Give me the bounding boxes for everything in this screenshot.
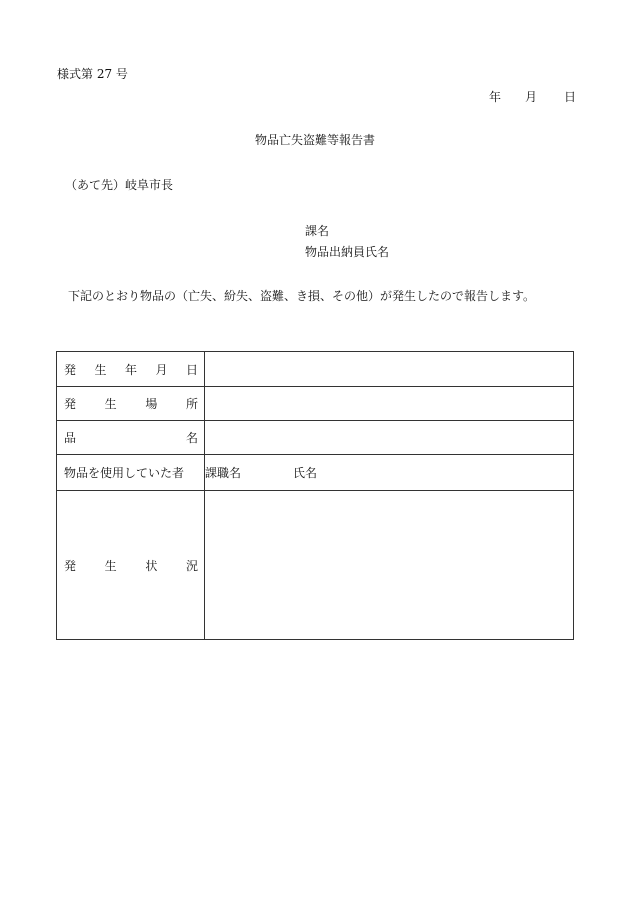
addressee: （あて先）岐阜市長 xyxy=(65,178,174,192)
table-row-occurrence-place xyxy=(57,387,574,421)
user-title-label: 課職名 xyxy=(205,466,242,480)
form-number: 様式第 27 号 xyxy=(57,67,128,81)
officer-name-label: 物品出納員氏名 xyxy=(305,245,390,259)
user-field[interactable] xyxy=(205,455,574,491)
situation-label xyxy=(57,491,205,640)
table-row-occurrence-date xyxy=(57,352,574,387)
user-name-label: 氏名 xyxy=(293,466,318,480)
label-char: 名 xyxy=(185,431,198,445)
label-char: 発 xyxy=(64,397,77,411)
date-year-label: 年 xyxy=(489,90,502,104)
table-row-item-name xyxy=(57,421,574,455)
label-char: 生 xyxy=(104,397,117,411)
item-name-field[interactable] xyxy=(205,421,574,455)
label-char: 年 xyxy=(124,362,137,377)
occurrence-place-field[interactable] xyxy=(205,387,574,421)
label-char: 発 xyxy=(64,362,77,377)
report-table xyxy=(56,351,574,640)
date-month-label: 月 xyxy=(525,90,538,104)
label-char: 況 xyxy=(185,558,198,573)
situation-field[interactable] xyxy=(205,491,574,640)
occurrence-place-label xyxy=(57,387,205,421)
date-day-label: 日 xyxy=(564,90,577,104)
label-char: 月 xyxy=(155,362,168,377)
report-statement: 下記のとおり物品の（亡失、紛失、盗難、き損、その他）が発生したので報告します。 xyxy=(68,289,536,303)
label-char: 場 xyxy=(145,397,158,411)
table-row-situation xyxy=(57,491,574,640)
occurrence-date-field[interactable] xyxy=(205,352,574,387)
label-char: 発 xyxy=(64,558,77,573)
document-title: 物品亡失盗難等報告書 xyxy=(254,133,375,147)
label-char: 生 xyxy=(104,558,117,573)
item-name-label xyxy=(57,421,205,455)
label-char: 日 xyxy=(185,362,198,377)
department-label: 課名 xyxy=(305,224,330,238)
user-label: 物品を使用していた者 xyxy=(57,455,205,491)
label-char: 生 xyxy=(94,362,107,377)
occurrence-date-label xyxy=(57,352,205,387)
label-char: 所 xyxy=(185,397,198,411)
table-row-user xyxy=(57,455,574,491)
label-char: 品 xyxy=(64,431,77,445)
label-char: 状 xyxy=(145,558,158,573)
